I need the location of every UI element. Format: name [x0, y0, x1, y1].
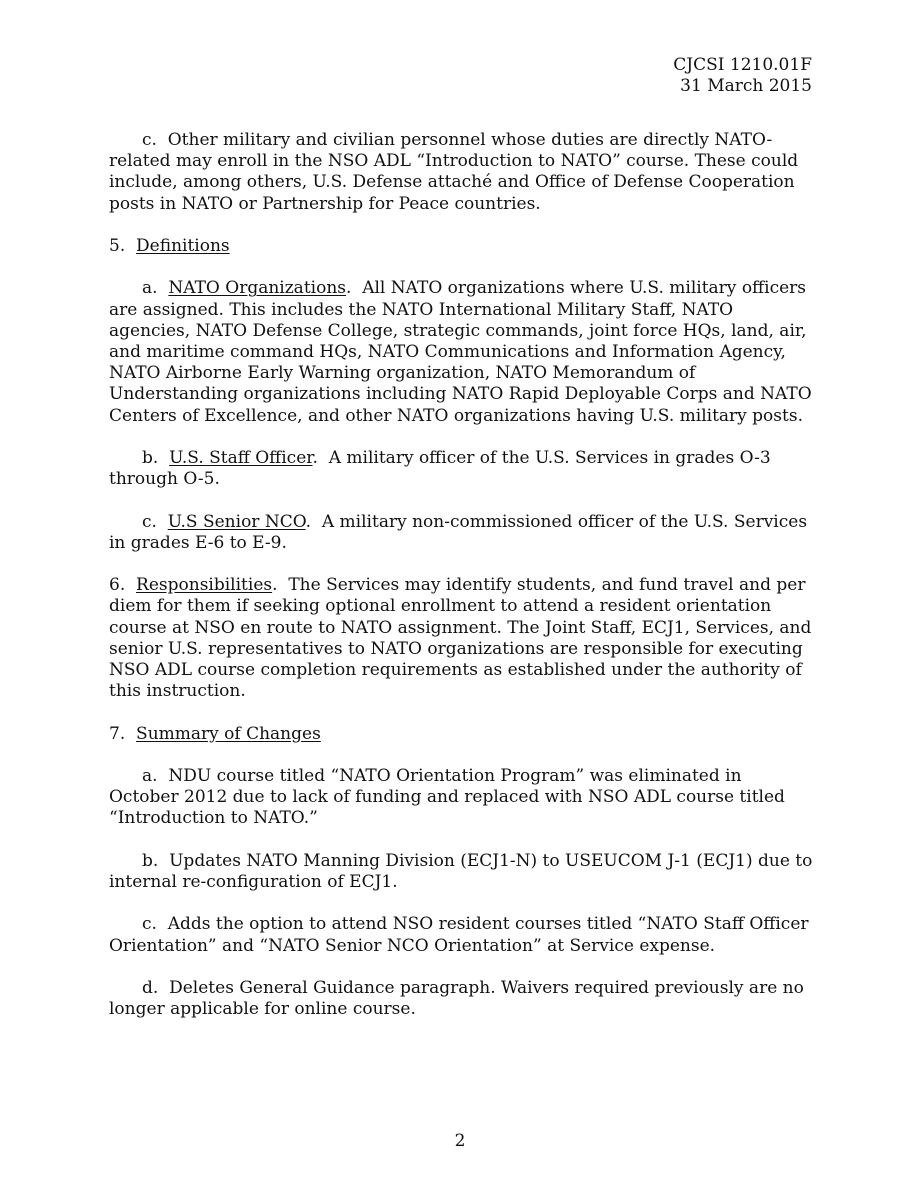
defined-term: U.S. Staff Officer — [169, 448, 313, 468]
section-number: 7. — [109, 723, 126, 744]
paragraph-text: All NATO organizations where U.S. military officers are assigned. This includes the NATO International Military Staff, NATO agencies, NATO Defense College, strategic commands, joint force HQs, land, air, and maritime command HQs, NATO Communications and Information Agency, NATO Airborne Early Warning organization, NATO Memorandum of Understanding organizations including NATO Rapid Deployable Corps and NATO Centers of Excellence, and other NATO organizations having U.S. military posts. — [109, 278, 812, 426]
paragraph-4c — [109, 130, 814, 215]
paragraph-text: The Services may identify students, and fund travel and per diem for them if seeking optional enrollment to attend a resident orientation course at NSO en route to NATO assignment. The Joint Staff, ECJ1, Services, and senior U.S. representatives to NATO organizations are responsible for executing NSO ADL course completion requirements as established under the authority of this instruction. — [109, 575, 812, 702]
paragraph-label: a. — [142, 278, 158, 299]
section-7-heading — [109, 724, 814, 745]
section-title: Definitions — [136, 236, 230, 256]
section-6: 6. Responsibilities. The Services may identify students, and fund travel and per diem for them if seeking optional enrollment to attend a resident orientation course at NSO en route to NATO assignment. The Joint Staff, ECJ1, Services, and senior U.S. representatives to NATO organizations are responsible for executing NSO ADL course completion requirements as established under the authority of this instruction. — [109, 575, 812, 702]
paragraph-label: a. — [142, 765, 158, 786]
paragraph-7b — [109, 851, 814, 893]
paragraph-label: c. — [142, 130, 157, 150]
paragraph-label: c. — [142, 914, 157, 935]
paragraph-text: A military non-commissioned officer of the U.S. Services in grades E-6 to E-9. — [109, 511, 808, 553]
section-number: 6. — [109, 575, 126, 596]
paragraph-5a: a. NATO Organizations. All NATO organizations where U.S. military officers are assigned. This includes the NATO International Military Staff, NATO agencies, NATO Defense College, strategic commands, joint force HQs, land, air, and maritime command HQs, NATO Communications and Information Agency, NATO Airborne Early Warning organization, NATO Memorandum of Understanding organizations including NATO Rapid Deployable Corps and NATO Centers of Excellence, and other NATO organizations having U.S. military posts. — [109, 278, 812, 426]
document-body — [109, 130, 814, 1042]
document-number: CJCSI 1210.01F — [673, 55, 812, 75]
paragraph-7a — [109, 766, 814, 830]
paragraph-text: Other military and civilian personnel whose duties are directly NATO-related may enroll in the NSO ADL “Introduction to NATO” course. These could include, among others, U.S. Defense attaché and Office of Defense Cooperation posts in NATO or Partnership for Peace countries. — [109, 130, 799, 214]
document-header — [673, 55, 812, 97]
paragraph-text: A military officer of the U.S. Services in grades O-3 through O-5. — [109, 448, 771, 490]
defined-term: NATO Organizations — [168, 278, 346, 299]
paragraph-label: c. — [142, 511, 157, 532]
paragraph-5c: c. U.S Senior NCO. A military non-commissioned officer of the U.S. Services in grades E-6 to E-9. — [109, 511, 808, 553]
paragraph-text: NDU course titled “NATO Orientation Program” was eliminated in October 2012 due to lack of funding and replaced with NSO ADL course titled “Introduction to NATO.” — [109, 765, 785, 829]
paragraph-text: Adds the option to attend NSO resident courses titled “NATO Staff Officer Orientation” and “NATO Senior NCO Orientation” at Service expense. — [109, 914, 809, 956]
paragraph-7d — [109, 978, 814, 1020]
paragraph-label: b. — [142, 448, 159, 468]
section-number: 5. — [109, 236, 126, 256]
section-5-heading — [109, 236, 814, 257]
paragraph-label: d. — [142, 977, 159, 998]
section-title: Summary of Changes — [136, 723, 321, 744]
paragraph-text: Updates NATO Manning Division (ECJ1-N) to USEUCOM J-1 (ECJ1) due to internal re-configuration of ECJ1. — [109, 850, 813, 892]
paragraph-5b: b. U.S. Staff Officer. A military officer of the U.S. Services in grades O-3 through O-5. — [109, 448, 771, 490]
document-date: 31 March 2015 — [680, 76, 812, 96]
paragraph-text: Deletes General Guidance paragraph. Waivers required previously are no longer applicable for online course. — [109, 977, 804, 1020]
section-title: Responsibilities — [136, 575, 273, 596]
paragraph-7c — [109, 914, 814, 956]
defined-term: U.S Senior NCO — [167, 511, 306, 532]
paragraph-label: b. — [142, 850, 159, 871]
page-number: 2 — [454, 1131, 466, 1151]
